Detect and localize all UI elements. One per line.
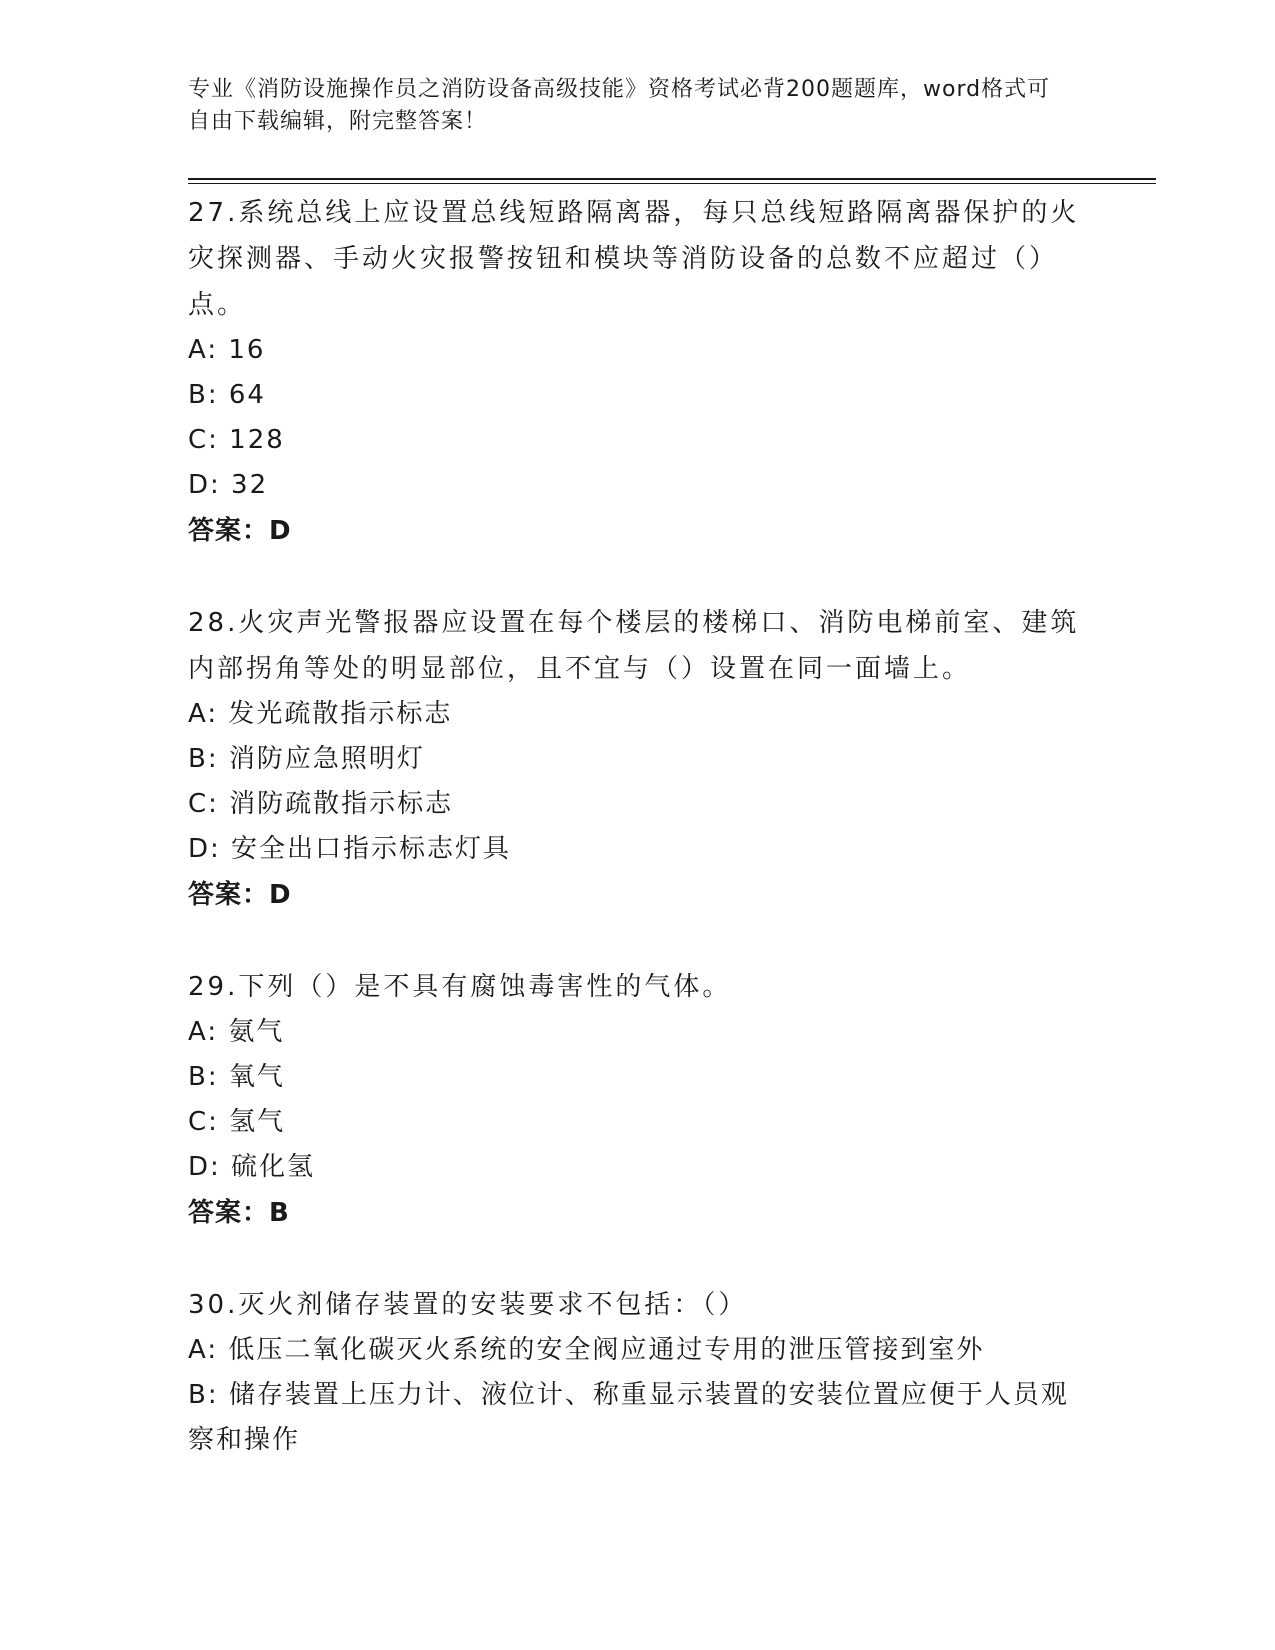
header-divider-thick [188, 178, 1156, 180]
question-list [188, 190, 1088, 1509]
header-divider-thin [188, 183, 1156, 184]
option-a: A: 氨气 [188, 1017, 285, 1047]
answer-line: 答案：D [188, 880, 292, 910]
option-a: A: 16 [188, 335, 266, 365]
document-header: 专业《消防设施操作员之消防设备高级技能》资格考试必背200题题库，word格式可自由下载编辑，附完整答案！ [188, 77, 1051, 134]
option-d: D: 硫化氢 [188, 1152, 316, 1182]
option-d: D: 安全出口指示标志灯具 [188, 834, 512, 864]
option-b: B: 消防应急照明灯 [188, 744, 425, 774]
option-b: B: 储存装置上压力计、液位计、称重显示装置的安装位置应便于人员观察和操作 [188, 1380, 1069, 1455]
option-b: B: 氧气 [188, 1062, 285, 1092]
question-stem: 28.火灾声光警报器应设置在每个楼层的楼梯口、消防电梯前室、建筑内部拐角等处的明显部位，且不宜与（）设置在同一面墙上。 [188, 608, 1080, 684]
question-30 [188, 1282, 1088, 1463]
question-stem: 29.下列（）是不具有腐蚀毒害性的气体。 [188, 972, 732, 1002]
question-28 [188, 600, 1088, 918]
question-29 [188, 964, 1088, 1236]
question-27 [188, 190, 1088, 554]
answer-line: 答案：D [188, 516, 292, 546]
option-d: D: 32 [188, 470, 269, 500]
answer-line: 答案：B [188, 1198, 290, 1228]
option-a: A: 低压二氧化碳灭火系统的安全阀应通过专用的泄压管接到室外 [188, 1335, 985, 1365]
question-stem: 27.系统总线上应设置总线短路隔离器，每只总线短路隔离器保护的火灾探测器、手动火灾报警按钮和模块等消防设备的总数不应超过（）点。 [188, 198, 1080, 320]
option-a: A: 发光疏散指示标志 [188, 699, 453, 729]
option-c: C: 氢气 [188, 1107, 286, 1137]
option-c: C: 128 [188, 425, 285, 455]
option-b: B: 64 [188, 380, 266, 410]
question-stem: 30.灭火剂储存装置的安装要求不包括：（） [188, 1290, 748, 1320]
option-c: C: 消防疏散指示标志 [188, 789, 454, 819]
